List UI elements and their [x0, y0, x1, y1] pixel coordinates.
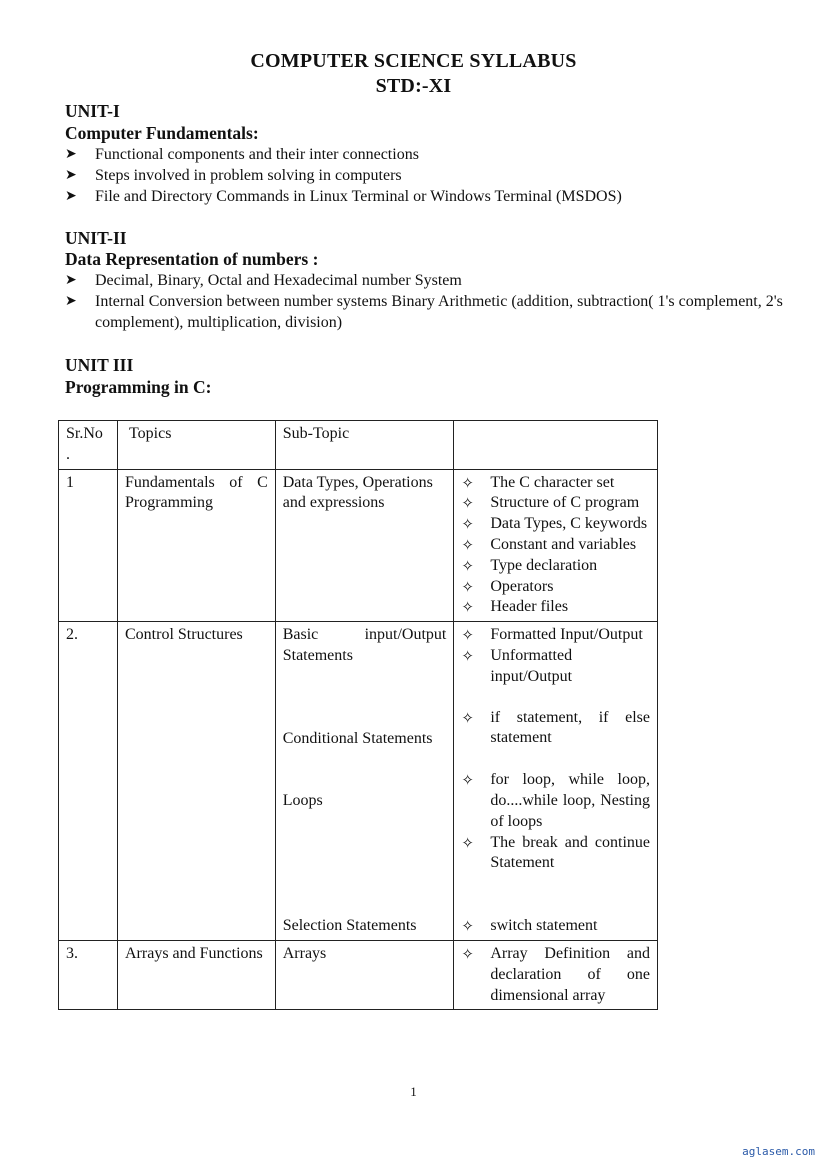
unit-2-heading: Data Representation of numbers : — [65, 249, 319, 269]
cell-details — [454, 622, 658, 941]
unit-2-label: UNIT-II — [65, 228, 127, 248]
four-point-star-icon: ✧ — [461, 556, 474, 575]
list-item: ➤ Internal Conversion between number systems Binary Arithmetic (addition, subtraction( 1's complement, 2's complement), multiplication, division) — [65, 292, 783, 331]
cell-srno: 1 — [59, 469, 118, 622]
cell-subtopic: Data Types, Operations and expressions — [275, 469, 454, 622]
cell-details — [454, 469, 658, 622]
list-item: ✧ for loop, while loop, do....while loop, Nesting of loops — [461, 771, 650, 830]
header-subtopic: Sub-Topic — [275, 421, 454, 470]
unit-3-label: UNIT III — [65, 355, 134, 375]
arrowhead-bullet-icon: ➤ — [65, 273, 77, 288]
list-item: ✧ Type declaration — [461, 556, 598, 575]
cell-subtopic — [275, 622, 454, 941]
subtopic-loops: Loops — [282, 792, 323, 810]
four-point-star-icon: ✧ — [461, 646, 474, 665]
subtopic-selection: Selection Statements — [282, 917, 417, 935]
four-point-star-icon: ✧ — [461, 833, 474, 852]
unit-2-bullet-list — [65, 271, 795, 333]
list-item: ✧ Data Types, C keywords — [461, 515, 648, 534]
unit-3-heading: Programming in C: — [65, 377, 212, 397]
four-point-star-icon: ✧ — [461, 535, 474, 554]
arrowhead-bullet-icon: ➤ — [65, 188, 77, 204]
table-row — [59, 469, 658, 622]
cell-srno: 2. — [59, 622, 118, 941]
list-item: ➤ File and Directory Commands in Linux Terminal or Windows Terminal (MSDOS) — [65, 187, 795, 208]
list-item: ✧ The C character set — [461, 473, 615, 492]
four-point-star-icon: ✧ — [461, 515, 474, 534]
cell-subtopic: Arrays — [275, 940, 454, 1009]
table-row — [59, 622, 658, 941]
four-point-star-icon: ✧ — [461, 473, 474, 492]
table-row — [59, 940, 658, 1009]
four-point-star-icon: ✧ — [461, 917, 474, 936]
list-item: ✧ if statement, if else statement — [461, 708, 650, 747]
page-number: 1 — [410, 1084, 417, 1099]
four-point-star-icon: ✧ — [461, 494, 474, 513]
four-point-star-icon: ✧ — [461, 708, 474, 727]
header-srno: Sr.No . — [59, 421, 118, 470]
document-title: COMPUTER SCIENCE SYLLABUS — [250, 50, 577, 72]
table-header-row — [59, 421, 658, 470]
list-item: ✧ Structure of C program — [461, 494, 640, 513]
list-item: ✧ The break and continue Statement — [461, 833, 650, 872]
watermark: aglasem.com — [742, 1145, 815, 1158]
list-item: ✧ Header files — [461, 598, 569, 617]
four-point-star-icon: ✧ — [461, 771, 474, 790]
list-item: ✧ Operators — [461, 577, 554, 596]
header-topics: Topics — [118, 421, 276, 470]
list-item: ✧ Formatted Input/Output — [461, 626, 643, 645]
list-item: ✧ Array Definition and declaration of one dimensional array — [461, 944, 650, 1004]
arrowhead-bullet-icon: ➤ — [65, 167, 77, 183]
document-subtitle: STD:-XI — [375, 75, 452, 97]
subtopic-conditional: Conditional Statements — [282, 730, 433, 748]
list-item: ✧ switch statement — [461, 917, 598, 936]
list-item: ✧ Constant and variables — [461, 535, 637, 554]
unit-1-heading: Computer Fundamentals: — [65, 123, 259, 143]
unit-1-label: UNIT-I — [65, 101, 120, 121]
four-point-star-icon: ✧ — [461, 598, 474, 617]
cell-details — [454, 940, 658, 1009]
header-details — [454, 421, 658, 470]
cell-srno: 3. — [59, 940, 118, 1009]
cell-topic: Control Structures — [118, 622, 276, 941]
list-item: ➤ Steps involved in problem solving in computers — [65, 166, 795, 187]
list-item: ➤ Functional components and their inter connections — [65, 145, 795, 166]
list-item: ✧ Unformatted input/Output — [461, 646, 573, 685]
syllabus-table — [58, 420, 658, 1010]
cell-topic: Fundamentals of C Programming — [118, 469, 276, 622]
four-point-star-icon: ✧ — [461, 577, 474, 596]
subtopic-basic-io: Basic input/Output Statements — [282, 626, 447, 664]
arrowhead-bullet-icon: ➤ — [65, 293, 77, 309]
unit-1-bullet-list — [65, 145, 795, 207]
arrowhead-bullet-icon: ➤ — [65, 147, 77, 162]
four-point-star-icon: ✧ — [461, 626, 474, 645]
four-point-star-icon: ✧ — [461, 944, 474, 963]
cell-topic: Arrays and Functions — [118, 940, 276, 1009]
list-item: ➤ Decimal, Binary, Octal and Hexadecimal number System — [65, 271, 795, 292]
